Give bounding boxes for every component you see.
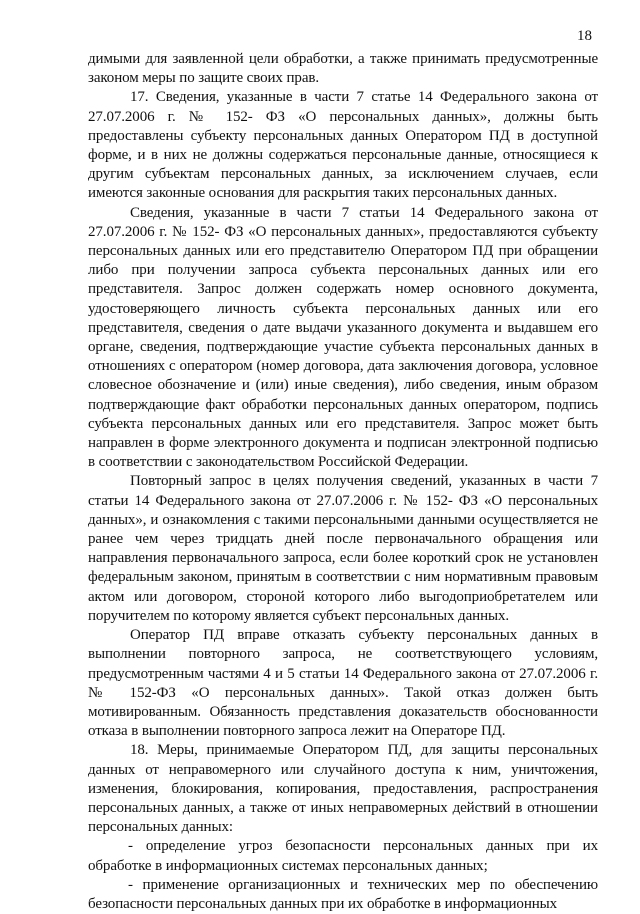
list-item-measures: - применение организационных и технических мер по обеспечению безопасности персональных данных при их обработке в информационных xyxy=(88,876,598,912)
paragraph-clause-17: 17. Сведения, указанные в части 7 статье 14 Федерального закона от 27.07.2006 г. № 152- ФЗ «О персональных данных», должны быть предоставлены субъекту персональных данных Оператором ПД в доступной форме, и в них не должны содержаться персональные данные, относящиеся к другим субъектам персональных данных, за исключением случаев, если имеются законные основания для раскрытия таких персональных данных. xyxy=(88,89,598,202)
page-number: 18 xyxy=(577,28,592,44)
paragraph-clause-18: 18. Меры, принимаемые Оператором ПД, для защиты персональных данных от неправомерного или случайного доступа к ним, уничтожения, изменения, блокирования, копирования, предоставления, распространения персональных данных, а также от иных неправомерных действий в отношении персональных данных: xyxy=(88,742,598,836)
document-body xyxy=(88,50,598,914)
list-item-threats: - определение угроз безопасности персональных данных при их обработке в информационных системах персональных данных; xyxy=(88,838,598,874)
paragraph-refusal: Оператор ПД вправе отказать субъекту персональных данных в выполнении повторного запроса, не соответствующего условиям, предусмотренным частями 4 и 5 статьи 14 Федерального закона от 27.07.2006 г. № 152-ФЗ «О персональных данных». Такой отказ должен быть мотивированным. Обязанность представления доказательств обоснованности отказа в выполнении повторного запроса лежит на Операторе ПД. xyxy=(88,627,598,740)
paragraph-request-info: Сведения, указанные в части 7 статьи 14 Федерального закона от 27.07.2006 г. № 152- ФЗ «О персональных данных», предоставляются субъекту персональных данных или его представителю Оператором ПД при обращении либо при получении запроса субъекта персональных данных или его представителя. Запрос должен содержать номер основного документа, удостоверяющего личность субъекта персональных данных или его представителя, сведения о дате выдачи указанного документа и выдавшем его органе, сведения, подтверждающие участие субъекта персональных данных в отношениях с оператором (номер договора, дата заключения договора, условное словесное обозначение и (или) иные сведения), либо сведения, иным образом подтверждающие факт обработки персональных данных оператором, подпись субъекта персональных данных или его представителя. Запрос может быть направлен в форме электронного документа и подписан электронной подписью в соответствии с законодательством Российской Федерации. xyxy=(88,204,598,471)
paragraph-repeat-request: Повторный запрос в целях получения сведений, указанных в части 7 статьи 14 Федерального закона от 27.07.2006 г. № 152- ФЗ «О персональных данных», и ознакомления с такими персональными данными осуществляется не ранее чем через тридцать дней после первоначального обращения или направления первоначального запроса, если более короткий срок не установлен федеральным законом, принятым в соответствии с ним нормативным правовым актом или договором, стороной которого либо выгодоприобретателем или поручителем по которому является субъект персональных данных. xyxy=(88,473,598,624)
paragraph-continuation: димыми для заявленной цели обработки, а также принимать предусмотренные законом меры по защите своих прав. xyxy=(88,51,598,87)
